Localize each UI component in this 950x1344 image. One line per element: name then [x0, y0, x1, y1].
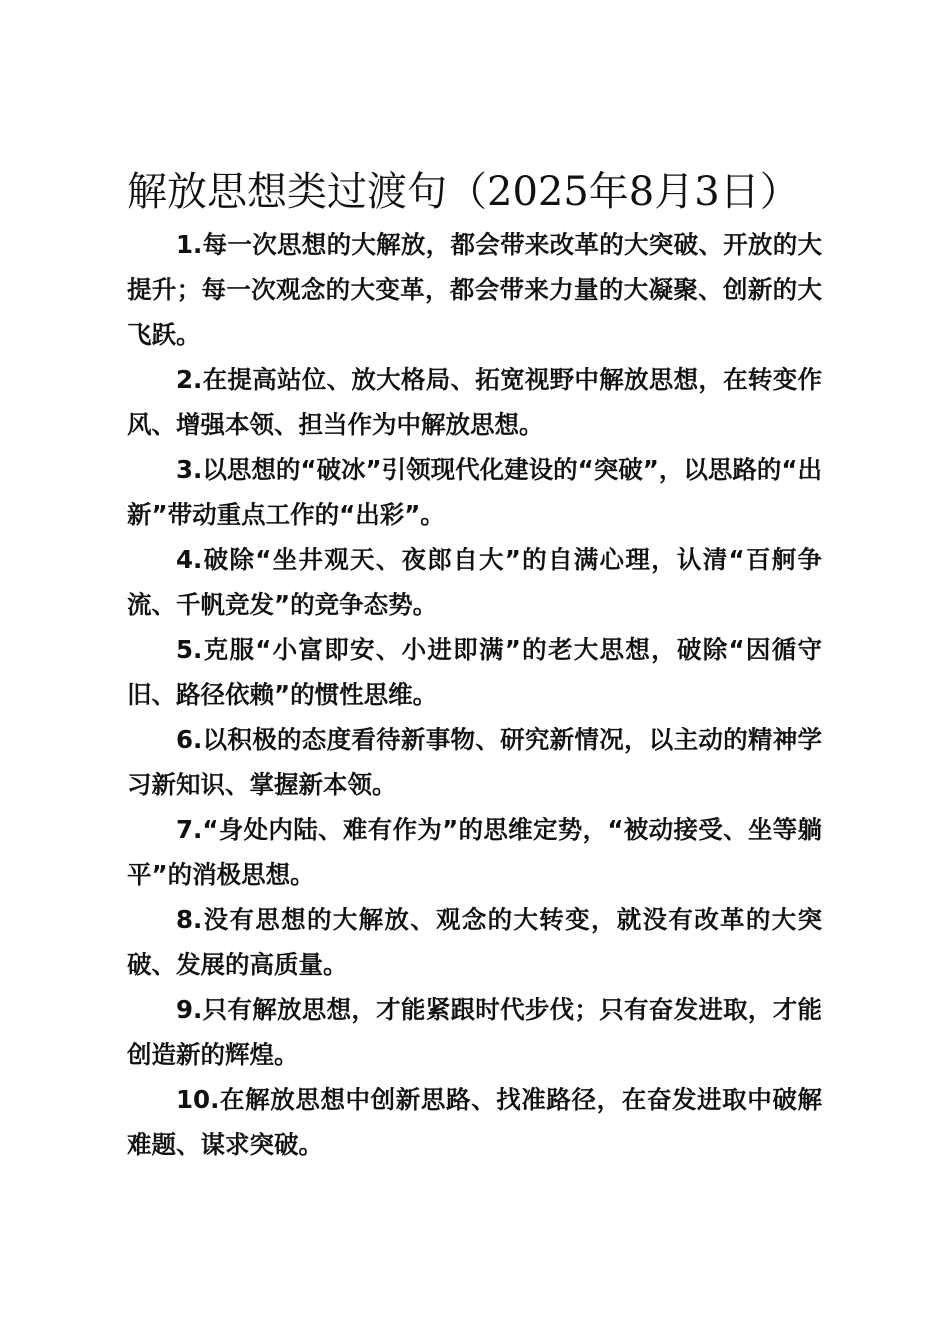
paragraph-4: 4.破除“坐井观天、夜郎自大”的自满心理，认清“百舸争流、千帆竞发”的竞争态势。	[127, 545, 822, 619]
paragraph-9: 9.只有解放思想，才能紧跟时代步伐；只有奋发进取，才能创造新的辉煌。	[127, 995, 822, 1069]
paragraph-2: 2.在提高站位、放大格局、拓宽视野中解放思想，在转变作风、增强本领、担当作为中解放思想。	[127, 365, 822, 439]
document-title: 解放思想类过渡句（2025年8月3日）	[127, 169, 800, 215]
paragraph-10: 10.在解放思想中创新思路、找准路径，在奋发进取中破解难题、谋求突破。	[127, 1085, 822, 1159]
paragraph-6: 6.以积极的态度看待新事物、研究新情况，以主动的精神学习新知识、掌握新本领。	[127, 725, 822, 799]
paragraph-7: 7.“身处内陆、难有作为”的思维定势，“被动接受、坐等躺平”的消极思想。	[127, 815, 822, 889]
paragraph-8: 8.没有思想的大解放、观念的大转变，就没有改革的大突破、发展的高质量。	[127, 905, 822, 979]
paragraph-5: 5.克服“小富即安、小进即满”的老大思想，破除“因循守旧、路径依赖”的惯性思维。	[127, 635, 822, 709]
document-body	[127, 222, 822, 1167]
paragraph-1: 1.每一次思想的大解放，都会带来改革的大突破、开放的大提升；每一次观念的大变革，都会带来力量的大凝聚、创新的大飞跃。	[127, 230, 822, 349]
paragraph-3: 3.以思想的“破冰”引领现代化建设的“突破”，以思路的“出新”带动重点工作的“出彩”。	[127, 455, 822, 529]
